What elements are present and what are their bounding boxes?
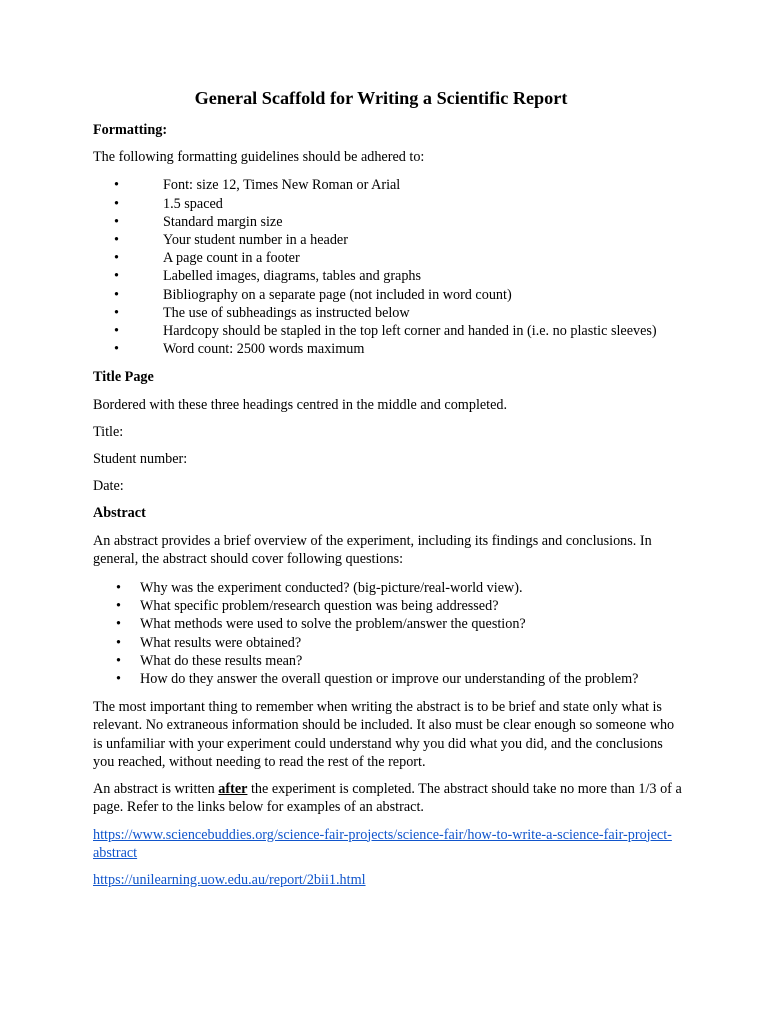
list-item: • Labelled images, diagrams, tables and graphs xyxy=(114,268,422,285)
bullet-icon: • xyxy=(116,652,121,669)
unilearning-link[interactable]: https://unilearning.uow.edu.au/report/2bii1.html xyxy=(93,871,366,888)
list-item: • Bibliography on a separate page (not included in word count) xyxy=(114,286,512,303)
bullet-icon: • xyxy=(116,580,121,597)
title-page-heading: Title Page xyxy=(93,369,154,386)
list-item: • What results were obtained? xyxy=(116,634,302,651)
abstract-paragraph: The most important thing to remember when writing the abstract is to be brief and state only what is relevant. No extraneous information should be included. It also must be clear enough so someone who is unfamiliar with your experiment could understand why you did what you did, and the conclusions you reached, without needing to read the rest of the report. xyxy=(93,699,675,770)
list-item: • Font: size 12, Times New Roman or Arial xyxy=(114,177,401,194)
list-item: • The use of subheadings as instructed below xyxy=(114,304,410,321)
list-item: • Your student number in a header xyxy=(114,232,348,249)
bullet-icon: • xyxy=(114,177,119,194)
bullet-icon: • xyxy=(114,250,119,267)
list-item: • 1.5 spaced xyxy=(114,195,223,212)
bullet-icon: • xyxy=(116,671,121,688)
date-field: Date: xyxy=(93,478,124,495)
bullet-icon: • xyxy=(116,598,121,615)
bullet-icon: • xyxy=(114,232,119,249)
document-content xyxy=(93,87,683,889)
list-item: • Standard margin size xyxy=(114,213,283,230)
bullet-icon: • xyxy=(114,268,119,285)
list-item: • Word count: 2500 words maximum xyxy=(114,341,365,358)
bullet-icon: • xyxy=(114,195,119,212)
list-item: • Why was the experiment conducted? (big-picture/real-world view). xyxy=(116,580,523,597)
formatting-list xyxy=(93,176,683,358)
list-item: • What specific problem/research question was being addressed? xyxy=(116,598,499,615)
bullet-icon: • xyxy=(114,213,119,230)
title-field: Title: xyxy=(93,423,124,440)
abstract-timing-paragraph: An abstract is written after the experiment is completed. The abstract should take no more than 1/3 of a page. Refer to the links below for examples of an abstract. xyxy=(93,781,682,816)
formatting-intro: The following formatting guidelines should be adhered to: xyxy=(93,149,425,166)
list-item: • How do they answer the overall question or improve our understanding of the problem? xyxy=(116,671,639,688)
sciencebuddies-link[interactable]: https://www.sciencebuddies.org/science-fair-projects/science-fair/how-to-write-a-science-fair-project-abstract xyxy=(93,826,672,861)
bullet-icon: • xyxy=(114,286,119,303)
list-item: • A page count in a footer xyxy=(114,250,300,267)
list-item: • Hardcopy should be stapled in the top left corner and handed in (i.e. no plastic sleeves) xyxy=(114,323,657,340)
abstract-questions-list xyxy=(93,579,683,688)
bullet-icon: • xyxy=(114,304,119,321)
list-item: • What do these results mean? xyxy=(116,652,303,669)
abstract-intro: An abstract provides a brief overview of the experiment, including its findings and conclusions. In general, the abstract should cover following questions: xyxy=(93,532,652,567)
formatting-heading: Formatting: xyxy=(93,122,168,138)
after-emphasis: after xyxy=(218,781,248,798)
student-number-field: Student number: xyxy=(93,451,188,468)
abstract-heading: Abstract xyxy=(93,505,146,522)
bullet-icon: • xyxy=(114,323,119,340)
list-item: • What methods were used to solve the problem/answer the question? xyxy=(116,616,526,633)
document-title: General Scaffold for Writing a Scientific Report xyxy=(194,88,568,108)
title-page-intro: Bordered with these three headings centred in the middle and completed. xyxy=(93,396,508,413)
bullet-icon: • xyxy=(116,616,121,633)
bullet-icon: • xyxy=(114,341,119,358)
bullet-icon: • xyxy=(116,634,121,651)
